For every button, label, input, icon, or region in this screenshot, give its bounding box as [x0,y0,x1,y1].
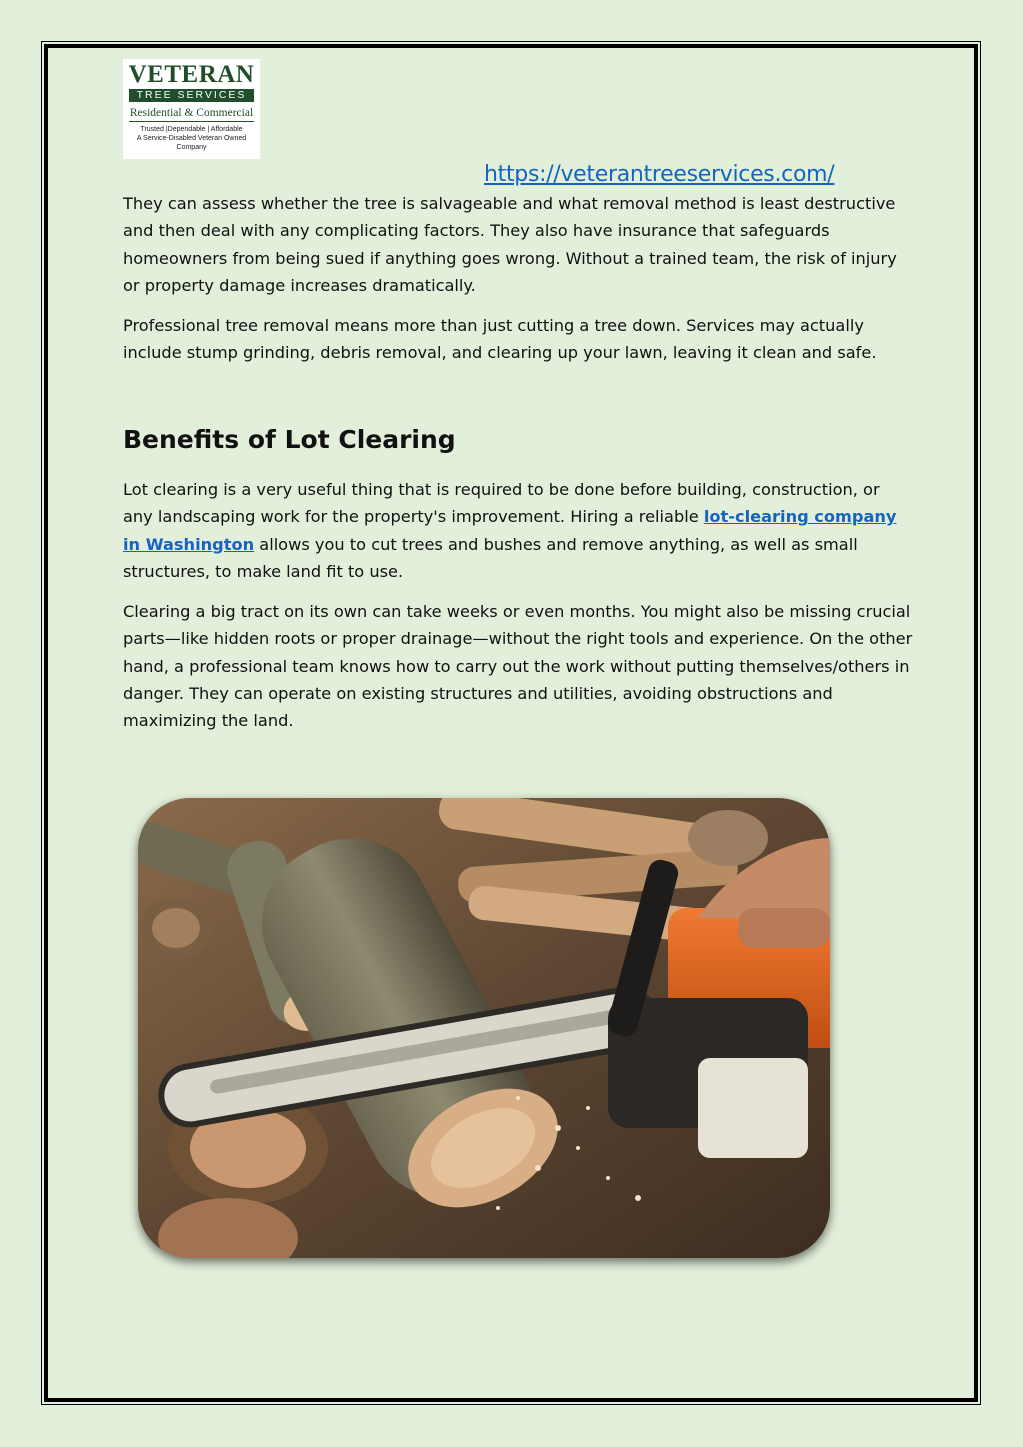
logo-brand: VETERAN [128,61,255,88]
section-paragraph-2: Clearing a big tract on its own can take weeks or even months. You might also be missing crucial parts—like hidden roots or proper drainage—without the right tools and experience. On the other hand, a professional team knows how to carry out the work without putting themselves/others in danger. They can operate on existing structures and utilities, avoiding obstructions and maximizing the land. [123,602,913,731]
logo-subtitle: A Service-Disabled Veteran Owned Company [136,135,247,151]
website-link[interactable]: https://veterantreeservices.com/ [484,162,835,187]
section-heading: Benefits of Lot Clearing [123,425,456,454]
chainsaw-illustration [138,798,830,1258]
paragraph-1: They can assess whether the tree is salvageable and what removal method is least destructive and then deal with any complicating factors. They also have insurance that safeguards homeowners from being sued if anything goes wrong. Without a trained team, the risk of injury or property damage increases dramatically. [123,194,897,295]
section-p1-text-before: Lot clearing is a very useful thing that is required to be done before building, construction, or any landscaping work for the property's improvement. Hiring a reliable [123,480,880,527]
lot-clearing-link[interactable]: lot-clearing company in Washington [123,507,897,554]
logo-bar-text: TREE SERVICES [129,89,254,102]
section-text [123,476,913,748]
paragraph-2: Professional tree removal means more than just cutting a tree down. Services may actually include stump grinding, debris removal, and clearing up your lawn, leaving it clean and safe. [123,316,877,363]
logo-line-text: Residential & Commercial [129,105,254,122]
intro-text [123,190,913,380]
logo-tagline: Trusted |Dependable | Affordable [140,126,243,133]
section-paragraph-1 [123,476,913,585]
section-p1-text-after: allows you to cut trees and bushes and remove anything, as well as small structures, to make land fit to use. [123,534,858,581]
company-logo [123,59,260,159]
chainsaw-photo [138,798,830,1258]
